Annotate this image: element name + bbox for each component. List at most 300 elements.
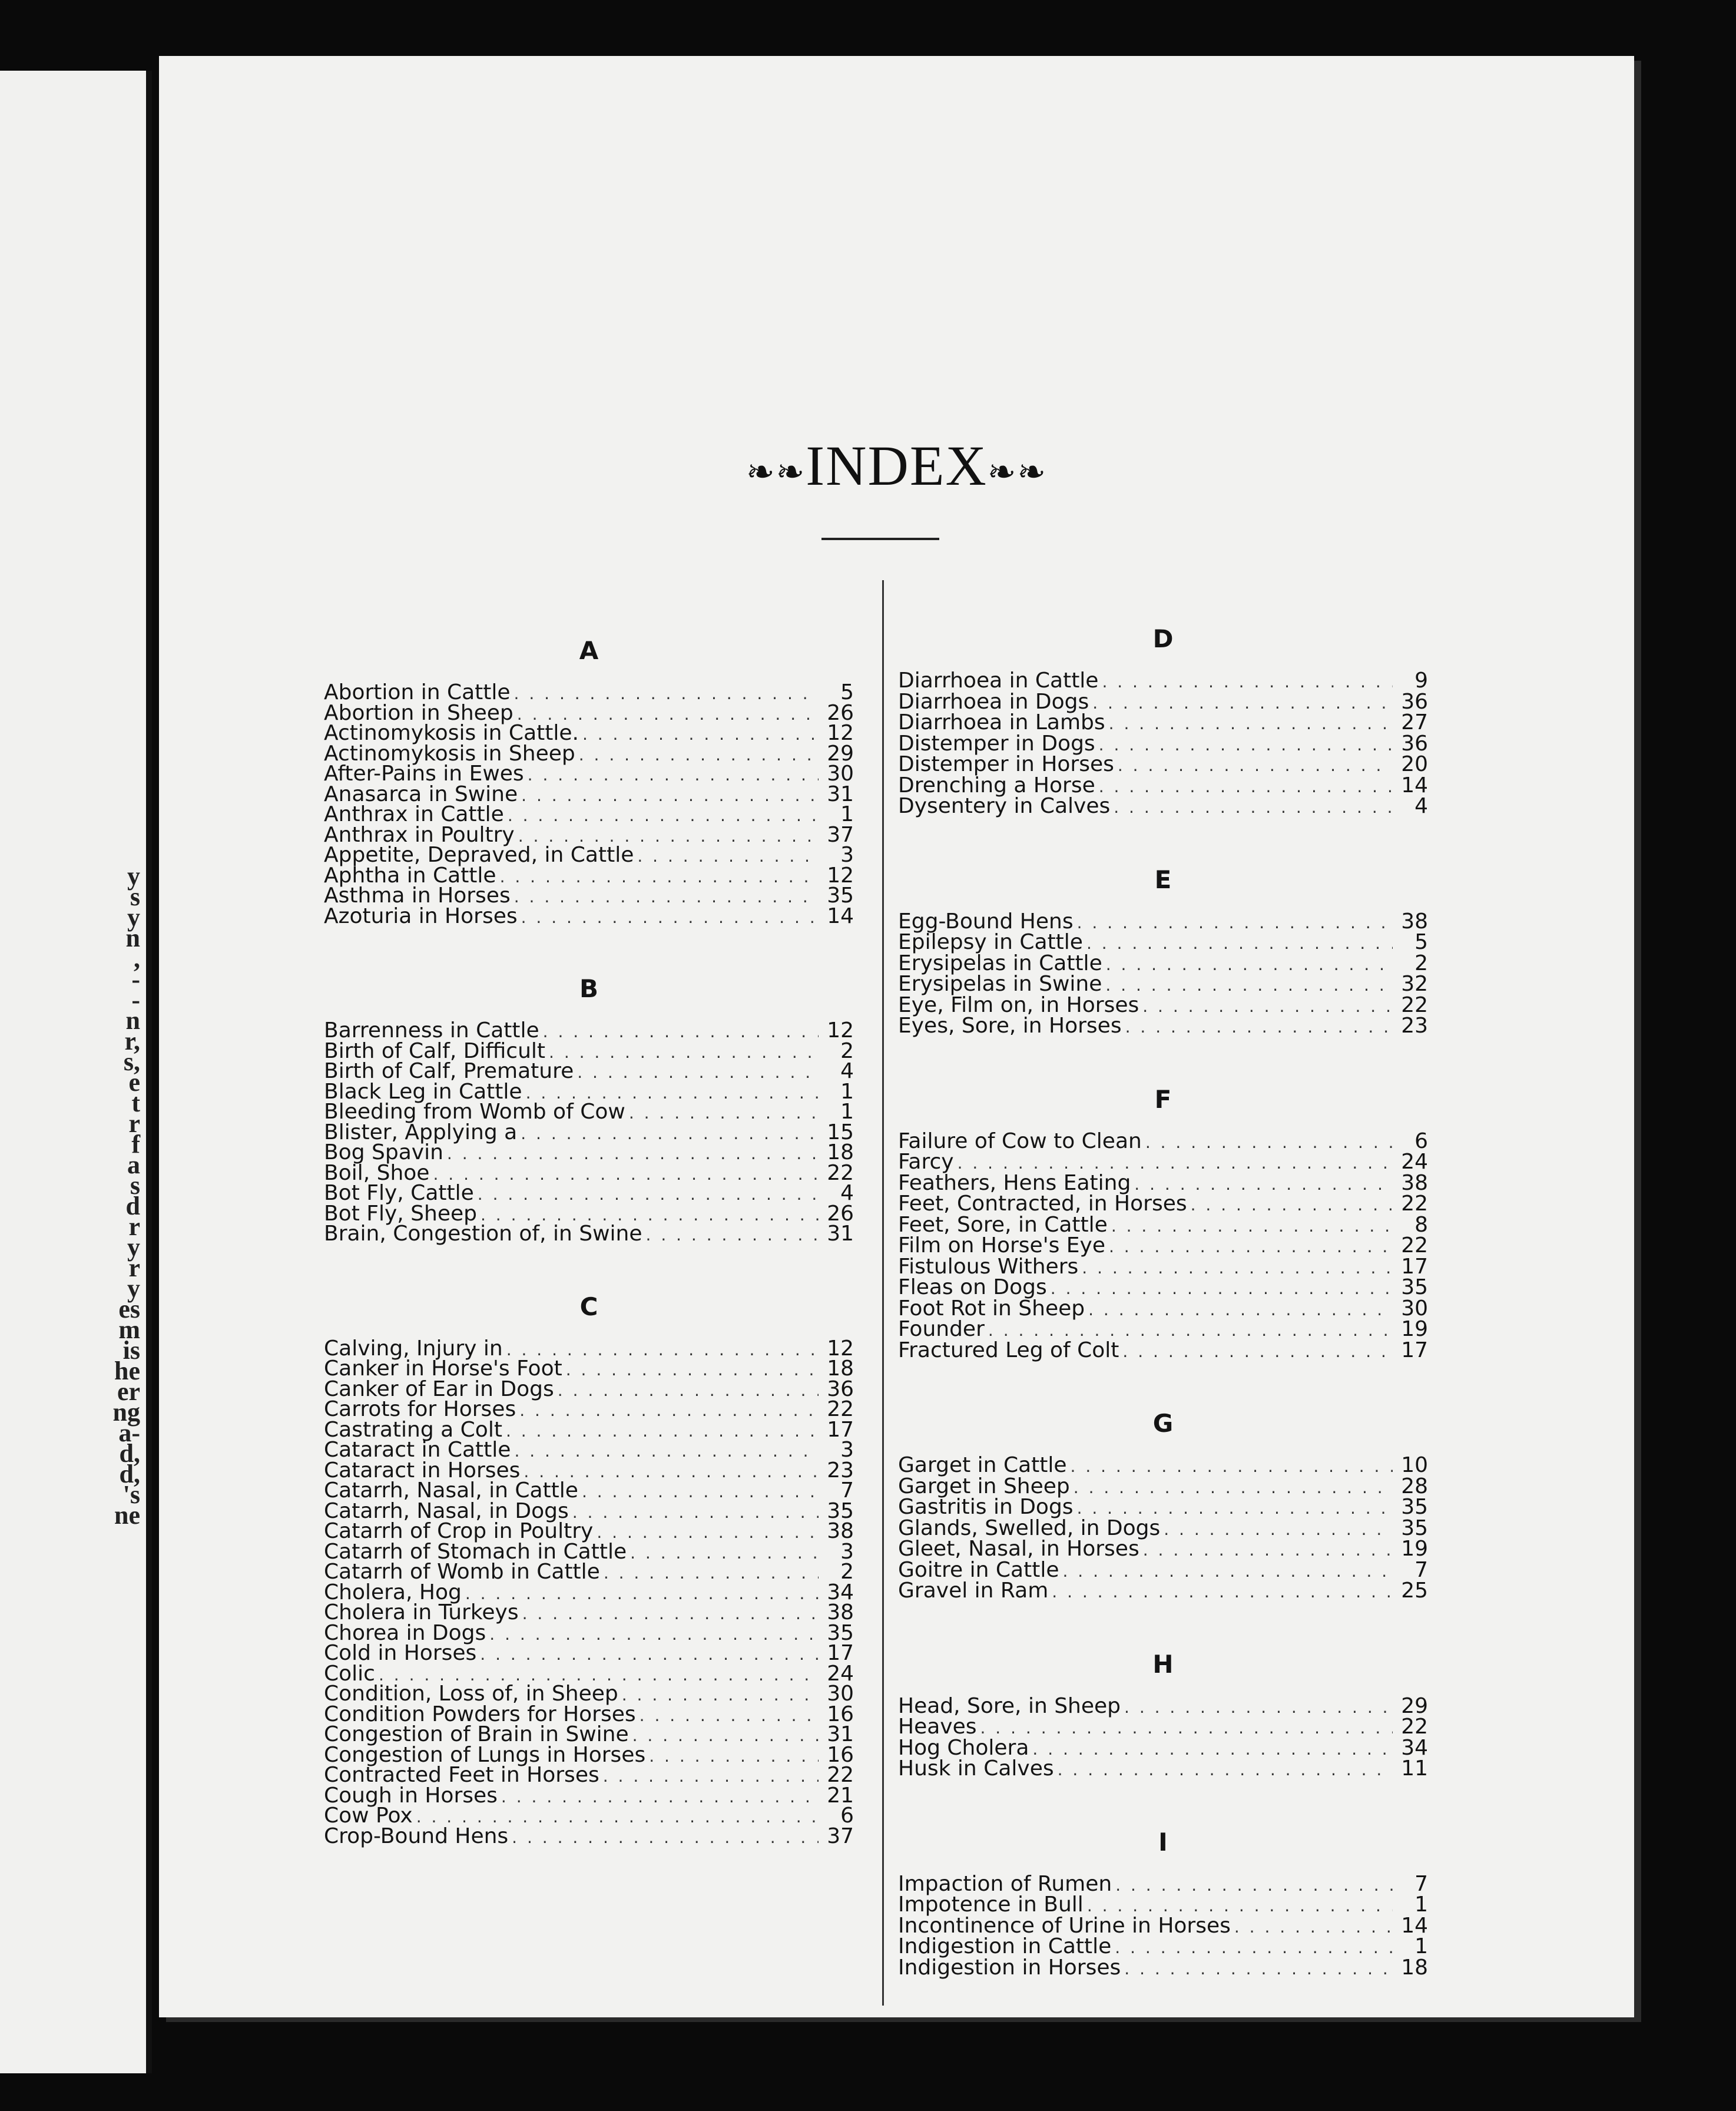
entry-page-number: 37 <box>827 1824 854 1848</box>
entry-page-number: 23 <box>1401 1014 1428 1038</box>
entry-page-number: 22 <box>827 1397 854 1421</box>
index-entry <box>324 1142 854 1163</box>
index-entry <box>898 1894 1428 1915</box>
entry-page-number: 17 <box>1401 1254 1428 1279</box>
index-entry <box>324 763 854 785</box>
previous-page-fragment: ne <box>114 1501 140 1530</box>
dot-leader <box>1145 1132 1393 1153</box>
entry-page-number: 31 <box>827 782 854 806</box>
dot-leader <box>447 1143 819 1164</box>
dot-leader <box>1088 1299 1393 1321</box>
dot-leader <box>980 1718 1393 1739</box>
index-entry <box>324 1724 854 1745</box>
entry-page-number: 12 <box>827 721 854 745</box>
index-entry <box>898 712 1428 733</box>
dot-leader <box>1074 1477 1393 1498</box>
entry-name: Contracted Feet in Horses <box>324 1763 599 1787</box>
index-entry <box>324 1399 854 1420</box>
previous-page-fragment: d, <box>119 1460 140 1488</box>
entry-page-number: 5 <box>840 680 854 704</box>
index-entry <box>898 1735 1428 1760</box>
index-entry <box>324 1020 854 1041</box>
entry-name: Cow Pox <box>324 1804 413 1828</box>
dot-leader <box>480 1644 819 1665</box>
entry-name: Azoturia in Horses <box>324 904 518 928</box>
entry-page-number: 14 <box>1401 1913 1428 1938</box>
column-divider <box>882 580 884 2006</box>
entry-name: Congestion of Brain in Swine <box>324 1722 629 1746</box>
dot-leader <box>1111 1216 1393 1237</box>
entry-name: Anthrax in Cattle <box>324 802 504 826</box>
index-entry <box>898 1212 1428 1237</box>
index-entry <box>324 1183 854 1204</box>
index-entry <box>898 1693 1428 1718</box>
dot-leader <box>514 683 819 704</box>
entry-name: Condition, Loss of, in Sheep <box>324 1682 618 1706</box>
index-entry <box>898 1716 1428 1738</box>
dot-leader <box>566 1359 819 1381</box>
index-entry <box>324 1561 854 1583</box>
previous-page-fragment: - <box>131 985 140 1014</box>
index-entry <box>898 1538 1428 1560</box>
index-page <box>159 56 1634 2017</box>
index-entry <box>898 1319 1428 1340</box>
index-entry <box>324 1061 854 1082</box>
index-entry <box>898 775 1428 796</box>
entry-page-number: 30 <box>1401 1296 1428 1321</box>
entry-page-number: 36 <box>1401 731 1428 756</box>
dot-leader <box>603 1766 819 1787</box>
dot-leader <box>1125 1017 1393 1038</box>
dot-leader <box>577 1062 819 1083</box>
entry-page-number: 24 <box>1401 1150 1428 1174</box>
entry-page-number: 28 <box>1401 1474 1428 1498</box>
entry-page-number: 27 <box>1401 710 1428 734</box>
entry-name: Glands, Swelled, in Dogs <box>898 1516 1161 1540</box>
entry-page-number: 4 <box>840 1181 854 1205</box>
entry-name: Distemper in Dogs <box>898 731 1095 756</box>
index-entry <box>324 1805 854 1827</box>
index-entry <box>324 1683 854 1705</box>
entry-name: Condition Powders for Horses <box>324 1702 636 1726</box>
previous-page-fragment: r, <box>124 1027 140 1056</box>
entry-page-number: 15 <box>827 1120 854 1144</box>
entry-name: Diarrhoea in Cattle <box>898 669 1099 693</box>
dot-leader <box>1124 1697 1393 1718</box>
section-letter-f: F <box>1154 1084 1172 1114</box>
entry-name: Erysipelas in Swine <box>898 972 1102 996</box>
page-title <box>159 433 1634 498</box>
dot-leader <box>1051 1278 1393 1299</box>
index-entry <box>898 1497 1428 1518</box>
entry-page-number: 38 <box>1401 1170 1428 1195</box>
index-entry <box>324 804 854 825</box>
entry-name: Congestion of Lungs in Horses <box>324 1742 646 1767</box>
dot-leader <box>622 1685 819 1706</box>
entry-name: Black Leg in Cattle <box>324 1079 522 1104</box>
entry-name: Birth of Calf, Difficult <box>324 1038 546 1063</box>
index-entry <box>898 1580 1428 1602</box>
dot-leader <box>489 1624 819 1645</box>
entry-page-number: 3 <box>840 1438 854 1462</box>
previous-page-text <box>105 862 140 1530</box>
dot-leader <box>521 907 819 928</box>
entry-page-number: 35 <box>1401 1516 1428 1540</box>
entry-name: Canker of Ear in Dogs <box>324 1377 554 1401</box>
entry-name: Impotence in Bull <box>898 1892 1084 1917</box>
entry-name: Appetite, Depraved, in Cattle <box>324 843 634 867</box>
entry-page-number: 12 <box>827 1018 854 1043</box>
entry-name: Catarrh, Nasal, in Dogs <box>324 1498 569 1523</box>
entry-page-number: 17 <box>1401 1338 1428 1362</box>
entry-page-number: 6 <box>1414 1129 1428 1153</box>
index-entry <box>324 1101 854 1123</box>
index-entry <box>898 1152 1428 1173</box>
entry-page-number: 23 <box>827 1458 854 1483</box>
entry-name: Distemper in Horses <box>898 752 1114 776</box>
entry-page-number: 7 <box>1414 1871 1428 1896</box>
entry-name: Birth of Calf, Premature <box>324 1059 574 1083</box>
previous-page-fragment: n <box>125 924 140 952</box>
entry-page-number: 2 <box>840 1038 854 1063</box>
dot-leader <box>512 1827 819 1848</box>
entry-name: Husk in Calves <box>898 1756 1054 1781</box>
entry-page-number: 3 <box>840 1539 854 1564</box>
entry-page-number: 38 <box>1401 909 1428 934</box>
entry-name: Egg-Bound Hens <box>898 909 1074 934</box>
entry-name: Film on Horse's Eye <box>898 1233 1105 1258</box>
entry-page-number: 35 <box>1401 1275 1428 1299</box>
dot-leader <box>508 805 819 826</box>
index-entry <box>898 754 1428 775</box>
index-entry <box>898 1758 1428 1779</box>
entry-name: Cough in Horses <box>324 1783 498 1808</box>
dot-leader <box>521 1123 819 1144</box>
entry-name: Indigestion in Cattle <box>898 1934 1112 1958</box>
entry-page-number: 34 <box>827 1580 854 1604</box>
index-entry <box>324 1521 854 1542</box>
section-letter-c: C <box>579 1292 598 1321</box>
entry-name: Aphtha in Cattle <box>324 863 496 888</box>
entry-page-number: 17 <box>827 1641 854 1665</box>
entry-page-number: 26 <box>827 1201 854 1226</box>
entry-page-number: 2 <box>1414 951 1428 975</box>
previous-page-fragment: er <box>117 1377 140 1406</box>
dot-leader <box>630 1543 819 1564</box>
dot-leader <box>582 724 819 745</box>
entry-page-number: 1 <box>840 1100 854 1124</box>
entry-name: Farcy <box>898 1150 954 1174</box>
dot-leader <box>549 1042 819 1063</box>
index-entry <box>898 1298 1428 1319</box>
entry-page-number: 35 <box>827 1498 854 1523</box>
index-entry <box>324 1358 854 1379</box>
entry-name: Heaves <box>898 1715 977 1739</box>
dot-leader <box>500 866 819 888</box>
entry-page-number: 12 <box>827 1336 854 1361</box>
dot-leader <box>514 1441 819 1462</box>
dot-leader <box>433 1164 819 1185</box>
entry-name: Catarrh of Crop in Poultry <box>324 1519 594 1543</box>
index-entry <box>898 796 1428 817</box>
entry-page-number: 32 <box>1401 972 1428 996</box>
entry-page-number: 22 <box>827 1763 854 1787</box>
entry-page-number: 2 <box>840 1560 854 1584</box>
index-entry <box>324 1223 854 1245</box>
entry-page-number: 36 <box>827 1377 854 1401</box>
dot-leader <box>646 1225 819 1246</box>
index-entry <box>898 953 1428 974</box>
previous-page-fragment: n <box>125 1006 140 1035</box>
dot-leader <box>1109 1236 1393 1258</box>
index-entry <box>898 691 1428 713</box>
entry-page-number: 14 <box>1401 773 1428 798</box>
entry-page-number: 18 <box>827 1356 854 1381</box>
dot-leader <box>1077 912 1393 934</box>
entry-page-number: 21 <box>827 1783 854 1808</box>
entry-name: Gastritis in Dogs <box>898 1495 1074 1519</box>
previous-page-fragment: d, <box>119 1439 140 1468</box>
dot-leader <box>521 785 819 806</box>
entry-page-number: 9 <box>1414 669 1428 693</box>
index-entry <box>898 1936 1428 1957</box>
entry-name: Head, Sore, in Sheep <box>898 1693 1121 1718</box>
dot-leader <box>649 1746 819 1767</box>
entry-name: Incontinence of Urine in Horses <box>898 1913 1231 1938</box>
entry-page-number: 7 <box>840 1478 854 1503</box>
entry-page-number: 35 <box>827 1620 854 1645</box>
dot-leader <box>1142 996 1393 1017</box>
entry-name: Actinomykosis in Sheep <box>324 741 575 766</box>
index-entry <box>324 1643 854 1664</box>
ornament-left-icon: ❧❧ <box>746 452 806 491</box>
entry-page-number: 25 <box>1401 1579 1428 1603</box>
entry-name: Feathers, Hens Eating <box>898 1170 1131 1195</box>
index-entry <box>898 1915 1428 1937</box>
entry-name: Anasarca in Swine <box>324 782 518 806</box>
entry-page-number: 14 <box>827 904 854 928</box>
entry-page-number: 20 <box>1401 752 1428 776</box>
entry-page-number: 18 <box>827 1140 854 1164</box>
index-entry <box>324 1480 854 1501</box>
entry-page-number: 34 <box>1401 1735 1428 1760</box>
previous-page-fragment: t <box>131 1088 140 1117</box>
index-entry <box>898 1518 1428 1539</box>
entry-name: Canker in Horse's Foot <box>324 1356 562 1381</box>
entry-page-number: 26 <box>827 700 854 725</box>
entry-name: Crop-Bound Hens <box>324 1824 509 1848</box>
index-entry <box>324 906 854 927</box>
dot-leader <box>640 1705 819 1726</box>
dot-leader <box>1124 1958 1393 1980</box>
entry-page-number: 24 <box>827 1661 854 1686</box>
entry-name: Abortion in Sheep <box>324 700 513 725</box>
entry-name: Asthma in Horses <box>324 884 511 908</box>
entry-page-number: 31 <box>827 1722 854 1746</box>
entry-page-number: 11 <box>1401 1756 1428 1781</box>
entry-name: Foot Rot in Sheep <box>898 1296 1085 1321</box>
dot-leader <box>1143 1540 1393 1561</box>
ornament-right-icon: ❧❧ <box>987 452 1047 491</box>
index-entry <box>324 1440 854 1461</box>
index-entry <box>898 1193 1428 1215</box>
dot-leader <box>604 1563 819 1584</box>
index-entry <box>898 1170 1428 1195</box>
index-entry <box>898 733 1428 755</box>
dot-leader <box>1115 1875 1393 1896</box>
entry-name: Bog Spavin <box>324 1140 443 1164</box>
entry-page-number: 8 <box>1414 1212 1428 1237</box>
entry-name: Eye, Film on, in Horses <box>898 992 1139 1017</box>
entry-page-number: 16 <box>827 1742 854 1767</box>
entry-page-number: 5 <box>1414 930 1428 954</box>
previous-page-fragment: f <box>131 1130 140 1159</box>
index-entry <box>898 1340 1428 1361</box>
entry-page-number: 29 <box>1401 1693 1428 1718</box>
dot-leader <box>1058 1759 1393 1781</box>
entry-page-number: 3 <box>840 843 854 867</box>
index-entry <box>324 1602 854 1623</box>
index-entry <box>898 992 1428 1017</box>
dot-leader <box>632 1725 819 1746</box>
dot-leader <box>528 765 819 786</box>
entry-name: Carrots for Horses <box>324 1397 516 1421</box>
previous-page-fragment: - <box>131 965 140 994</box>
entry-page-number: 22 <box>1401 1715 1428 1739</box>
dot-leader <box>1234 1917 1393 1938</box>
index-entry <box>324 682 854 703</box>
entry-name: After-Pains in Ewes <box>324 762 524 786</box>
entry-name: Goitre in Cattle <box>898 1557 1059 1582</box>
index-entry <box>898 1557 1428 1582</box>
previous-page-fragment: a- <box>118 1418 140 1447</box>
previous-page-fragment: ng <box>112 1398 140 1427</box>
dot-leader <box>1109 713 1393 734</box>
entry-name: Anthrax in Poultry <box>324 822 515 847</box>
entry-page-number: 1 <box>1414 1892 1428 1917</box>
entry-page-number: 29 <box>827 741 854 766</box>
entry-name: Castrating a Colt <box>324 1417 502 1442</box>
entry-page-number: 22 <box>1401 992 1428 1017</box>
previous-page-fragment: s <box>130 882 140 911</box>
previous-page-fragment: es <box>118 1295 140 1323</box>
entry-name: Gravel in Ram <box>898 1579 1049 1603</box>
previous-page-fragment: y <box>127 1233 140 1262</box>
entry-name: Garget in Sheep <box>898 1474 1070 1498</box>
previous-page-fragment: y <box>127 862 140 891</box>
index-entry <box>898 974 1428 995</box>
entry-name: Fleas on Dogs <box>898 1275 1047 1299</box>
dot-leader <box>1099 776 1393 798</box>
previous-page-edge <box>0 71 152 2073</box>
entry-page-number: 7 <box>1414 1557 1428 1582</box>
entry-name: Eyes, Sore, in Horses <box>898 1014 1122 1038</box>
entry-name: Cataract in Horses <box>324 1458 521 1483</box>
entry-page-number: 38 <box>827 1600 854 1624</box>
index-entry <box>898 1277 1428 1298</box>
dot-leader <box>514 886 819 908</box>
entry-page-number: 22 <box>827 1160 854 1185</box>
dot-leader <box>478 1184 819 1205</box>
entry-name: Boil, Shoe <box>324 1160 430 1185</box>
index-entry <box>898 1015 1428 1037</box>
dot-leader <box>506 1421 819 1442</box>
title-rule <box>821 538 939 540</box>
dot-leader <box>1062 1561 1393 1582</box>
entry-page-number: 35 <box>827 884 854 908</box>
previous-page-fragment: s <box>130 1171 140 1200</box>
entry-page-number: 17 <box>827 1417 854 1442</box>
dot-leader <box>1105 975 1393 996</box>
entry-name: Failure of Cow to Clean <box>898 1129 1142 1153</box>
entry-name: Actinomykosis in Cattle. <box>324 721 579 745</box>
entry-name: Calving, Injury in <box>324 1336 503 1361</box>
index-entry <box>898 1476 1428 1497</box>
dot-leader <box>1114 797 1393 818</box>
entry-name: Impaction of Rumen <box>898 1871 1112 1896</box>
entry-name: Catarrh of Stomach in Cattle <box>324 1539 627 1564</box>
dot-leader <box>1092 693 1393 714</box>
dot-leader <box>1099 734 1393 756</box>
dot-leader <box>1052 1581 1393 1603</box>
entry-page-number: 30 <box>827 762 854 786</box>
entry-page-number: 37 <box>827 822 854 847</box>
previous-page-fragment: , <box>134 944 140 973</box>
entry-name: Garget in Cattle <box>898 1453 1067 1477</box>
entry-name: Epilepsy in Cattle <box>898 930 1083 954</box>
entry-name: Cold in Horses <box>324 1641 477 1665</box>
previous-page-fragment: d <box>125 1192 140 1220</box>
previous-page-fragment: s, <box>123 1047 140 1076</box>
entry-page-number: 18 <box>1401 1955 1428 1980</box>
dot-leader <box>522 1603 819 1624</box>
dot-leader <box>1164 1519 1393 1540</box>
entry-name: Colic <box>324 1661 375 1686</box>
index-entry <box>898 1256 1428 1278</box>
index-entry <box>324 885 854 906</box>
index-entry <box>324 1765 854 1786</box>
entry-name: Bleeding from Womb of Cow <box>324 1100 625 1124</box>
previous-page-fragment: r <box>128 1212 140 1241</box>
index-entry <box>898 1455 1428 1476</box>
dot-leader <box>1102 671 1393 693</box>
dot-leader <box>501 1786 819 1808</box>
index-entry <box>898 1235 1428 1256</box>
entry-name: Barrenness in Cattle <box>324 1018 539 1043</box>
entry-name: Indigestion in Horses <box>898 1955 1121 1980</box>
dot-leader <box>1118 755 1393 776</box>
index-entry <box>324 1826 854 1847</box>
entry-page-number: 1 <box>1414 1934 1428 1958</box>
entry-page-number: 19 <box>1401 1537 1428 1561</box>
index-entry <box>324 845 854 866</box>
entry-name: Drenching a Horse <box>898 773 1095 798</box>
entry-page-number: 36 <box>1401 689 1428 714</box>
dot-leader <box>597 1522 819 1543</box>
dot-leader <box>579 745 819 766</box>
dot-leader <box>1082 1258 1393 1279</box>
entry-name: Gleet, Nasal, in Horses <box>898 1537 1139 1561</box>
entry-name: Bot Fly, Cattle <box>324 1181 474 1205</box>
entry-page-number: 31 <box>827 1222 854 1246</box>
entry-name: Chorea in Dogs <box>324 1620 486 1645</box>
dot-leader <box>572 1502 819 1523</box>
entry-page-number: 22 <box>1401 1192 1428 1216</box>
previous-page-fragment: e <box>128 1068 140 1097</box>
entry-name: Cholera in Turkeys <box>324 1600 519 1624</box>
entry-page-number: 4 <box>1414 794 1428 818</box>
entry-name: Cholera, Hog <box>324 1580 462 1604</box>
